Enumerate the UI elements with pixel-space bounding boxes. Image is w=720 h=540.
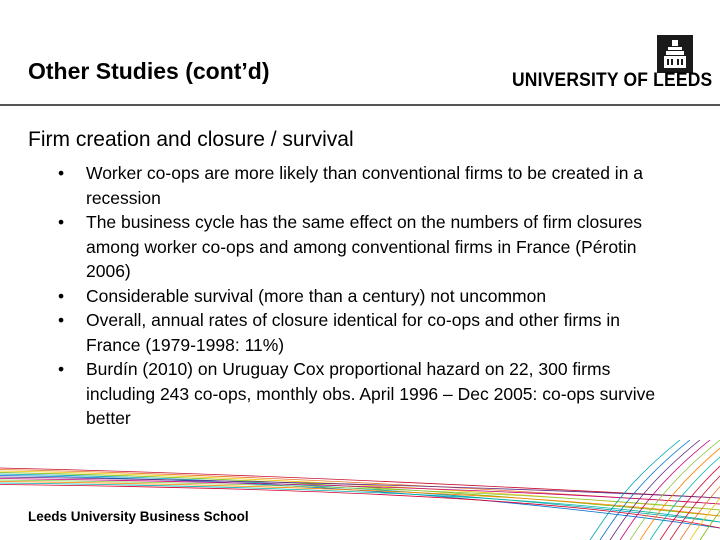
bullet-item: • Worker co-ops are more likely than conventional firms to be created in a recession xyxy=(58,161,658,210)
bullet-list xyxy=(58,161,658,431)
bullet-item: • Overall, annual rates of closure identical for co-ops and other firms in France (1979-1998: 11%) xyxy=(58,308,658,357)
university-crest-logo xyxy=(657,35,693,73)
footer-text: Leeds University Business School xyxy=(28,509,249,524)
bullet-item: • Burdín (2010) on Uruguay Cox proportional hazard on 22, 300 firms including 243 co-ops, monthly obs. April 1996 – Dec 2005: co-ops survive better xyxy=(58,357,658,431)
section-heading: Firm creation and closure / survival xyxy=(28,128,354,151)
slide-title: Other Studies (cont’d) xyxy=(28,58,270,84)
bullet-item: • The business cycle has the same effect on the numbers of firm closures among worker co-ops and among conventional firms in France (Pérotin 2006) xyxy=(58,210,658,284)
decorative-color-lines xyxy=(0,440,720,540)
university-logo-wordmark: UNIVERSITY OF LEEDS xyxy=(512,70,713,91)
bullet-item: • Considerable survival (more than a century) not uncommon xyxy=(58,284,658,309)
header-divider xyxy=(0,104,720,106)
decor-line xyxy=(650,440,720,540)
